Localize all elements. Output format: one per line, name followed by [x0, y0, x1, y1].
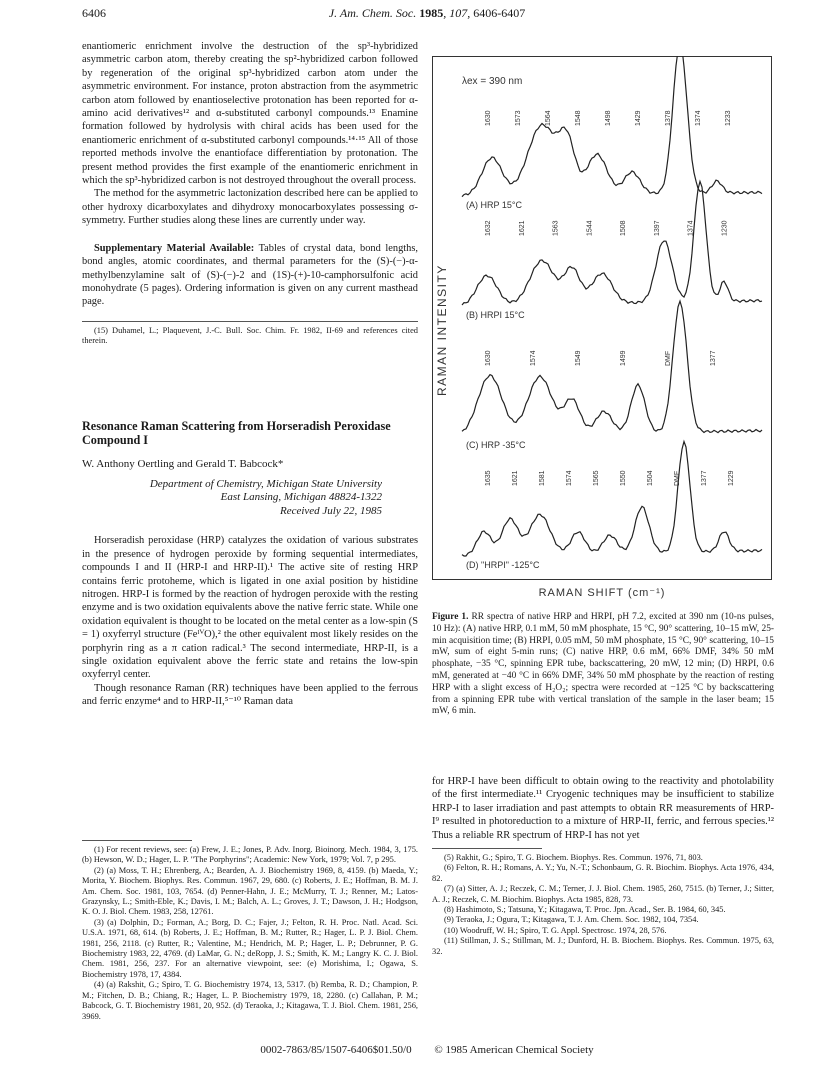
footnote-1: (1) For recent reviews, see: (a) Frew, J. E.; Jones, P. Adv. Inorg. Bioinorg. Mech. 1984, 3, 175. (b) Hewson, W. D.; Hager, L. P. "The Porphyrins"; Academic: New York, 1979; Vol. 7, p 295. — [82, 845, 418, 865]
journal-volume: 107 — [449, 6, 468, 20]
spectra-group — [462, 56, 762, 570]
peak-label: 1549 — [575, 350, 582, 366]
peak-label: 1377 — [701, 470, 708, 486]
footnote-6: (6) Felton, R. H.; Romans, A. Y.; Yu, N.-T.; Schonbaum, G. R. Biochim. Biophys. Acta 1976, 434, 82. — [432, 863, 774, 883]
article-authors: W. Anthony Oertling and Gerald T. Babcock* — [82, 457, 284, 470]
peak-label: 1621 — [518, 220, 526, 236]
footnotes-left — [82, 840, 418, 1022]
spectrum-trace-3 — [462, 301, 762, 433]
panel-label-3: (C) HRP -35°C — [466, 440, 526, 450]
footnote-3: (3) (a) Dolphin, D.; Forman, A.; Borg, D. C.; Fajer, J.; Felton, R. H. Proc. Natl. Acad. Sci. U.S.A. 1971, 68, 614. (b) Roberts, J. E.; Hoffman, B. M.; Rutter, R.; Hager, L. P. J. Biol. Chem. 1981, 256, 2118. (c) Rutter, R.; Valentine, M.; Hendrich, M. P.; Hager, L. P.; Debrunner, P. G. Biochemistry 1983, 22, 4769. (d) LaMar, G. N.; deRopp, J. S.; Smith, K. M.; Langry K. C. J. Biol. Chem. 1981, 256, 237. For an alternative viewpoint, see: (e) Morishima, I.; Ogawa, S. Biochemistry 1978, 17, 4384. — [82, 917, 418, 979]
footnote-7: (7) (a) Sitter, A. J.; Reczek, C. M.; Terner, J. J. Biol. Chem. 1985, 260, 7515. (b) Terner, J.; Sitter, A. J.; Reczek, C. M. Biochim. Biophys. Acta 1985, 828, 73. — [432, 884, 774, 904]
supplementary-text: Tables of crystal data, bond lengths, bond angles, atomic coordinates, and thermal parameters for the (S)-(−)-α-methylbenzylamine salt of (S)-(−)-2 and (1S)-(+)-10-camphorsulfonic acid monohydrate (5 pages). Ordering information is given on any current masthead page. — [82, 242, 419, 308]
journal-year: 1985 — [419, 6, 444, 20]
footnote-divider — [82, 321, 418, 322]
peak-label: 1574 — [566, 470, 573, 486]
affiliation-line-1: Department of Chemistry, Michigan State University — [149, 477, 382, 490]
peak-label: 1573 — [515, 110, 522, 126]
peak-label: 1574 — [530, 350, 537, 366]
article-paragraph-2: Though resonance Raman (RR) techniques have been applied to the ferrous and ferric enzyme⁴ and to HRP-II,⁵⁻¹⁰ Raman data — [82, 682, 418, 708]
footnote-15: (15) Duhamel, L.; Plaquevent, J.-C. Bull. Soc. Chim. Fr. 1982, II-69 and references cited therein. — [82, 325, 418, 346]
peak-label: DMF — [674, 470, 681, 486]
peak-label: 1230 — [721, 220, 729, 236]
footnote-5: (5) Rakhit, G.; Spiro, T. G. Biochem. Biophys. Res. Commun. 1976, 71, 803. — [444, 853, 703, 862]
caption-text: RR spectra of native HRP and HRPI, pH 7.2, excited at 390 nm (10-ns pulses, 10 Hz): (A) native HRP, 0.1 mM, 50 mM phosphate, 15 °C, 90° scattering, 10–15 mW, 25-min acquisition time; (B) HRPI, 0.05 mM, 50 mM phosphate, 15 °C, 90° scattering, 10–15 mW, sum of eight 5-min runs; (C) native HRP, 0.6 mM, 66% DMF, 34% 50 mM phosphate, −35 °C, spinning EPR tube, backscattering, 20 mW, 12 min; (D) HRPI, 0.6 mM, generated at −40 °C in 66% DMF, 34% 50 mM phosphate by the reaction of resting HRP with a slight excess of H₂O₂; spectra were recorded at −125 °C by backscattering from a spinning EPR tube with vertical translation of the sample in the laser beam; 15 mW, 6 min. — [432, 612, 775, 717]
prev-article-paragraph-1: enantiomeric enrichment involve the destruction of the sp³-hybridized asymmetric carbon atom, thereby creating the sp²-hybridized carbon followed by regeneration of the original sp³-hybridized carbon atom under the asymmetric environment. For instance, proton abstraction from the asymmetric carbon atom followed by enantioselective protonation has been reported for α-amino acid derivatives¹² and α-substituted carbonyl compounds.¹³ Enamine formation followed by hydrolysis with chiral acids has been used for the enantiomeric enrichment of α-substituted carbonyl compounds.¹⁴·¹⁵ All of those reported methods involve the enantioface differentiation by protonation. The present method provides the first example of the enantiomeric enrichment in which the sp³-hybridized carbon is not destroyed throughout the overall process. — [82, 41, 418, 187]
figure-caption — [432, 612, 774, 718]
journal-pages: 6406-6407 — [473, 6, 526, 20]
peak-label: 1630 — [485, 110, 492, 126]
peak-label: 1550 — [620, 470, 627, 486]
footnote-rule-right — [432, 848, 542, 849]
footnote-2: (2) (a) Moss, T. H.; Ehrenberg, A.; Bearden, A. J. Biochemistry 1969, 8, 4159. (b) Maeda, Y.; Morita, Y. Biochem. Biophys. Res. Commun. 1967, 29, 680. (c) Roberts, J. E.; Hoffman, B. M. J. Am. Chem. Soc. 1981, 103, 7654. (d) Penner-Hahn, J. E.; McMurry, T. J.; Renner, M.; Latos-Grazynsky, L.; Smith-Eble, K.; Davis, I. M.; Balch, A. L.; Groves, J. T.; Dawson, J. H.; Hodgson, K. O. J. Biol. Chem. 1983, 258, 12761. — [82, 865, 418, 917]
footnote-9: (9) Teraoka, J.; Ogura, T.; Kitagawa, T. J. Am. Chem. Soc. 1982, 104, 7354. — [444, 915, 699, 925]
journal-citation: J. Am. Chem. Soc. 1985, 107, 6406-6407 — [328, 6, 526, 20]
footer-code: 0002-7863/85/1507-6406$01.50/0 — [260, 1044, 412, 1056]
peak-label: 1377 — [710, 350, 717, 366]
affiliation-line-2: East Lansing, Michigan 48824-1322 — [220, 491, 382, 504]
peak-label: 1565 — [593, 470, 600, 486]
footnote-rule — [82, 840, 192, 841]
peak-label: 1499 — [620, 350, 627, 366]
panel-label-1: (A) HRP 15°C — [466, 200, 522, 210]
peak-label: DMF — [665, 350, 672, 366]
peak-label: 1508 — [620, 220, 627, 236]
footnotes-right — [432, 848, 774, 957]
peak-label: 1378 — [665, 110, 672, 126]
footnote-8: (8) Hashimoto, S.; Tatsuna, Y.; Kitagawa, T. Proc. Jpn. Acad., Ser. B. 1984, 60, 345. — [444, 905, 726, 915]
left-column — [82, 40, 418, 709]
article-paragraph-3: for HRP-I have been difficult to obtain owing to the reactivity and photolability of the first intermediate.¹¹ Cryogenic techniques may be insufficient to stabilize HRP-I to laser irradiation and past attempts to obtain RR measurements of HRP-I⁹ resulted in photoreduction to a mixture of HRP-II, ferric, and ferrous species.¹² Thus a reliable RR spectrum of HRP-I has not yet — [432, 776, 774, 841]
peak-label: 1374 — [695, 110, 702, 126]
raman-spectra-figure — [432, 56, 772, 580]
supplementary-heading: Supplementary Material Available: — [94, 242, 255, 254]
panel-label-2: (B) HRPI 15°C — [466, 310, 525, 320]
running-header — [82, 6, 772, 22]
peak-label: 1635 — [485, 470, 492, 486]
article-affiliation — [82, 478, 418, 519]
peak-label: 1548 — [575, 110, 582, 126]
peak-label: 1564 — [545, 110, 552, 126]
footnote-4: (4) (a) Rakshit, G.; Spiro, T. G. Biochemistry 1974, 13, 5317. (b) Remba, R. D.; Champion, P. M.; Fitchen, D. B.; Chiang, R.; Hager, L. P. Biochemistry 1979, 18, 2280. (c) Callahan, P. M.; Babcock, G. T. Biochemistry 1981, 20, 952. (d) Teraoka, J.; Kitagawa, T. J. Biol. Chem. 1981, 256, 3969. — [82, 980, 418, 1021]
caption-label: Figure 1. — [432, 612, 469, 622]
peak-label: 1621 — [512, 470, 519, 486]
x-axis-label: RAMAN SHIFT (cm⁻¹) — [538, 587, 666, 599]
peak-label: 1374 — [687, 220, 695, 236]
article-title: Resonance Raman Scattering from Horseradish Peroxidase Compound I — [82, 418, 391, 448]
peak-label: 1630 — [485, 350, 492, 366]
figure-1 — [432, 56, 772, 599]
page-number: 6406 — [82, 6, 106, 20]
peak-label: 1632 — [485, 220, 492, 236]
peak-label: 1498 — [605, 110, 612, 126]
supplementary-material — [82, 242, 418, 309]
peak-label: 1429 — [635, 110, 642, 126]
footer-copyright: © 1985 American Chemical Society — [434, 1044, 594, 1056]
peak-label: 1544 — [586, 220, 594, 236]
article-paragraph-1: Horseradish peroxidase (HRP) catalyzes the oxidation of various substrates in the presence of hydrogen peroxide by forming sequential intermediates, compounds I and II (HRP-I and HRP-II).¹ The active site of resting HRP contains ferric protoheme, which is ligated in one axial position by histidine nitrogen. HRP-I is formed by the reaction of hydrogen peroxide with the resting enzyme and is two oxidation equivalents above the native ferric state. While one oxidation equivalent is thought to be located on the metal center as a low-spin (S = 1) oxyferryl structure (FeᴵⱽO),² the other equivalent most likely resides on the porphyrin ring as a π cation radical.³ The second intermediate, HRP-II, is a single oxidation equivalent above the ferric state and retains the low-spin oxyferryl center. — [82, 535, 418, 681]
footnote-10: (10) Woodruff, W. H.; Spiro, T. G. Appl. Spectrosc. 1974, 28, 576. — [444, 925, 667, 935]
received-date: Received July 22, 1985 — [279, 504, 382, 517]
peak-label: 1581 — [539, 470, 546, 486]
peak-label: 1233 — [725, 110, 732, 126]
journal-name: J. Am. Chem. Soc. — [328, 6, 417, 20]
peak-label: 1504 — [647, 470, 654, 486]
footnote-11: (11) Stillman, J. S.; Stillman, M. J.; Dunford, H. B. Biochem. Biophys. Res. Commun. 1975, 63, 32. — [432, 936, 774, 956]
excitation-label: λex = 390 nm — [462, 76, 523, 87]
prev-article-paragraph-2: The method for the asymmetric lactonization described here can be applied to other hydroxy dicarboxylates and dihydroxy monocarboxylates possessing σ-symmetry. Further studies along these lines are currently under way. — [82, 188, 418, 227]
peak-label: 1229 — [728, 470, 735, 486]
right-column-body — [432, 775, 774, 842]
peak-label: 1563 — [552, 220, 560, 236]
spectrum-trace-4 — [462, 442, 762, 557]
y-axis-label: RAMAN INTENSITY — [435, 264, 449, 396]
peak-label: 1397 — [653, 220, 661, 236]
panel-label-4: (D) "HRPI" -125°C — [466, 560, 540, 570]
page-footer — [82, 1044, 772, 1056]
